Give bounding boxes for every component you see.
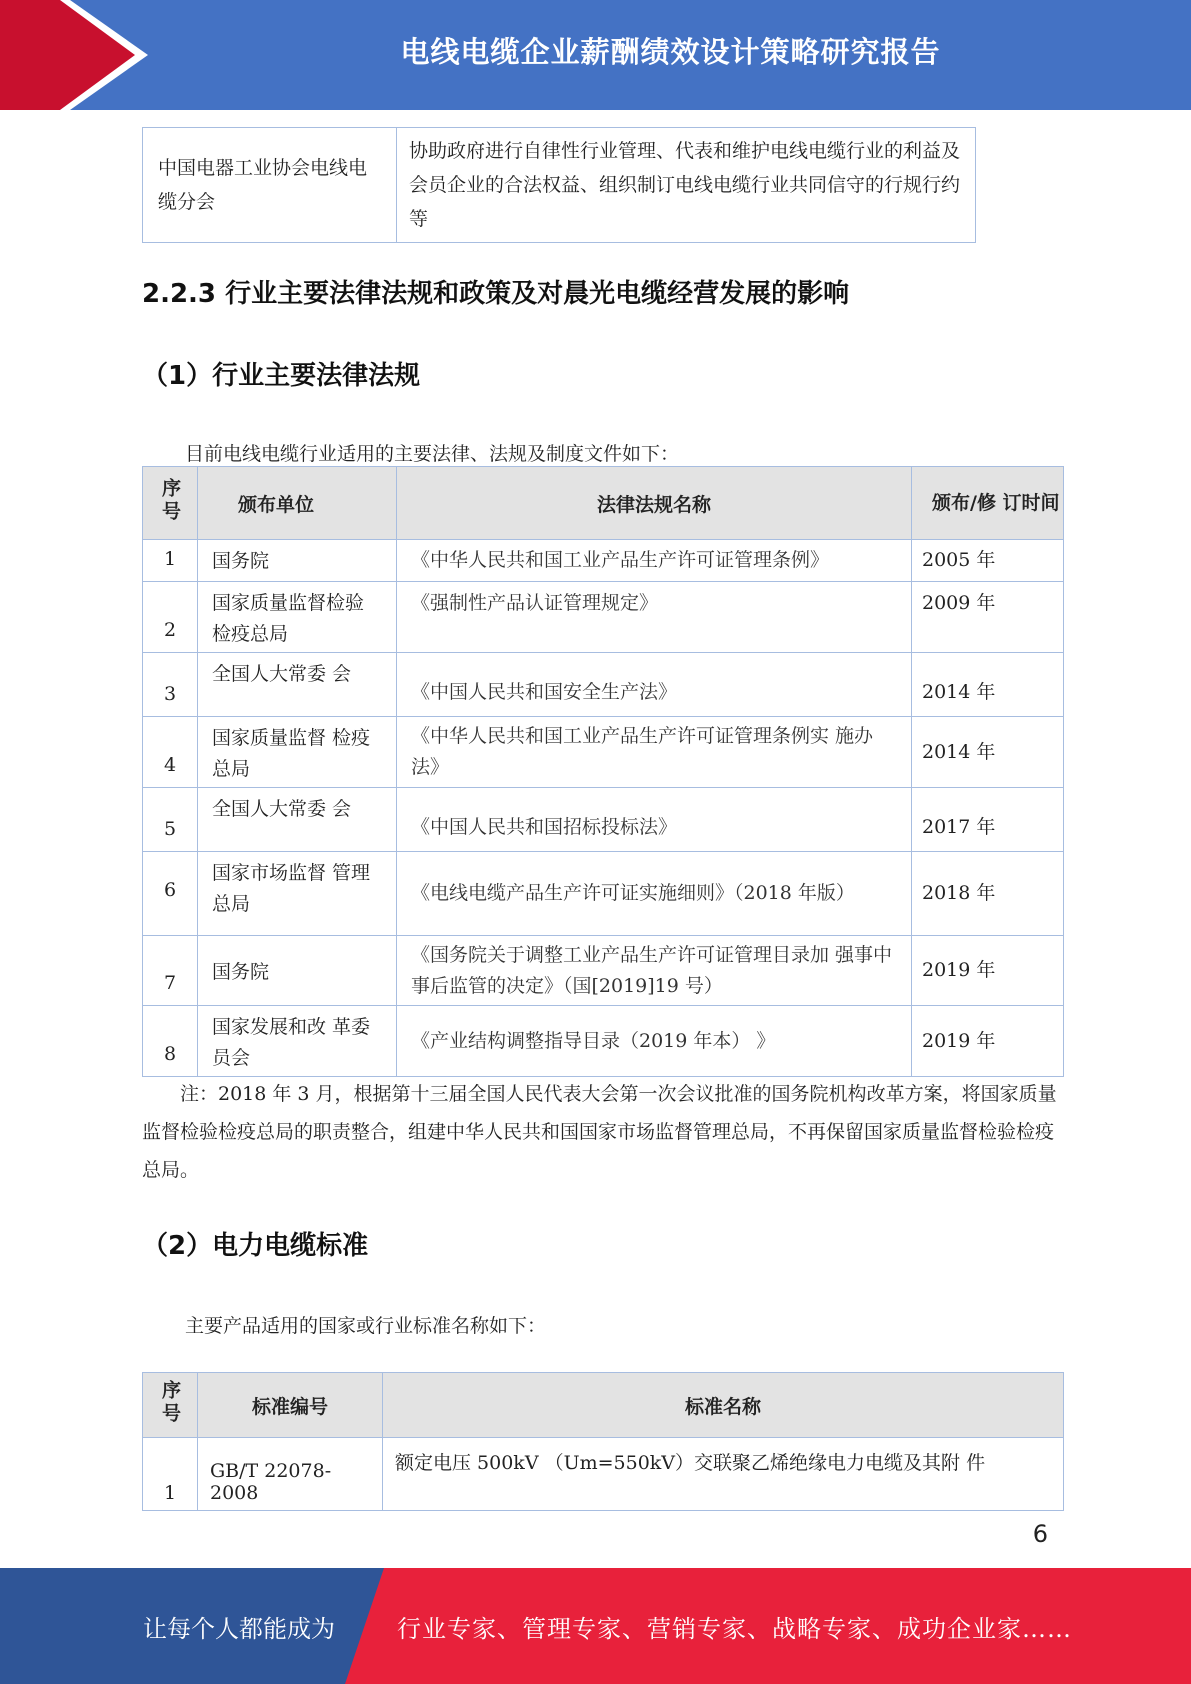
row-unit: 国家发展和改 革委员会: [198, 1006, 397, 1077]
footer-slogan-left: 让每个人都能成为: [143, 1614, 335, 1643]
row-unit: 国家质量监督 检疫总局: [198, 717, 397, 788]
row-law-name: 《产业结构调整指导目录（2019 年本） 》: [397, 1006, 912, 1077]
row-year: 2014 年: [912, 717, 1064, 788]
col-header-unit: 颁布单位: [198, 467, 397, 540]
org-table: [142, 127, 976, 243]
row-year: 2019 年: [912, 1006, 1064, 1077]
row-unit: 国家质量监督检验检疫总局: [198, 582, 397, 653]
row-num: 1: [143, 1438, 198, 1511]
table-row: [143, 936, 1064, 1006]
row-num: 7: [143, 936, 198, 1006]
row-law-name: 《中国人民共和国安全生产法》: [397, 653, 912, 717]
col-header-num: 序号: [143, 467, 198, 540]
row-law-name: 《中华人民共和国工业产品生产许可证管理条例》: [397, 540, 912, 582]
col-header-name: 法律法规名称: [397, 467, 912, 540]
row-num: 6: [143, 852, 198, 936]
row-law-name: 《国务院关于调整工业产品生产许可证管理目录加 强事中事后监管的决定》（国[2019]19 号）: [397, 936, 912, 1006]
table-row: [143, 540, 1064, 582]
header-arrow-decoration: [0, 0, 160, 110]
row-unit: 国务院: [198, 540, 397, 582]
col-header-code: 标准编号: [198, 1373, 383, 1438]
table-row: [143, 717, 1064, 788]
laws-intro: 目前电线电缆行业适用的主要法律、法规及制度文件如下：: [185, 443, 680, 465]
row-num: 8: [143, 1006, 198, 1077]
table-row: [143, 128, 976, 243]
row-year: 2019 年: [912, 936, 1064, 1006]
row-unit: 国家市场监督 管理总局: [198, 852, 397, 936]
row-law-name: 《强制性产品认证管理规定》: [397, 582, 912, 653]
law-table: [142, 466, 1064, 1077]
table-row: [143, 1006, 1064, 1077]
col-header-std-name: 标准名称: [383, 1373, 1064, 1438]
table-row: [143, 788, 1064, 852]
row-unit: 全国人大常委 会: [198, 788, 397, 852]
standards-intro: 主要产品适用的国家或行业标准名称如下：: [185, 1315, 547, 1337]
table-header-row: [143, 1373, 1064, 1438]
row-year: 2017 年: [912, 788, 1064, 852]
table-header-row: [143, 467, 1064, 540]
report-title: 电线电缆企业薪酬绩效设计策略研究报告: [400, 34, 941, 69]
row-year: 2005 年: [912, 540, 1064, 582]
row-year: 2009 年: [912, 582, 1064, 653]
page-footer: [0, 1568, 1191, 1684]
row-law-name: 《电线电缆产品生产许可证实施细则》（2018 年版）: [397, 852, 912, 936]
row-law-name: 《中国人民共和国招标投标法》: [397, 788, 912, 852]
row-law-name: 《中华人民共和国工业产品生产许可证管理条例实 施办法》: [397, 717, 912, 788]
org-role: 协助政府进行自律性行业管理、代表和维护电线电缆行业的利益及会员企业的合法权益、组织制订电线电缆行业共同信守的行规行约等: [397, 128, 976, 243]
row-num: 5: [143, 788, 198, 852]
page-header: [0, 0, 1191, 110]
section-heading: 2.2.3 行业主要法律法规和政策及对晨光电缆经营发展的影响: [142, 279, 850, 309]
row-year: 2014 年: [912, 653, 1064, 717]
row-unit: 国务院: [198, 936, 397, 1006]
row-unit: 全国人大常委 会: [198, 653, 397, 717]
col-header-year: 颁布/修 订时间: [912, 467, 1064, 540]
standards-table: [142, 1372, 1064, 1511]
table-row: [143, 1438, 1064, 1511]
row-num: 1: [143, 540, 198, 582]
note-paragraph: 注：2018 年 3 月，根据第十三届全国人民代表大会第一次会议批准的国务院机构改革方案，将国家质量监督检验检疫总局的职责整合，组建中华人民共和国国家市场监督管理总局，不再保留国家质量监督检验检疫总局。: [142, 1083, 1057, 1181]
table-row: [143, 852, 1064, 936]
footer-slogan-right: 行业专家、管理专家、营销专家、战略专家、成功企业家……: [397, 1614, 1072, 1643]
row-num: 2: [143, 582, 198, 653]
row-std-code: GB/T 22078-2008: [198, 1438, 383, 1511]
table-row: [143, 582, 1064, 653]
subsection-heading-standards: （2）电力电缆标准: [142, 1231, 369, 1261]
table-row: [143, 653, 1064, 717]
row-num: 3: [143, 653, 198, 717]
row-year: 2018 年: [912, 852, 1064, 936]
subsection-heading-laws: （1）行业主要法律法规: [142, 361, 421, 391]
col-header-num: 序号: [143, 1373, 198, 1438]
page-number: 6: [1032, 1520, 1048, 1548]
row-std-name: 额定电压 500kV （Um=550kV）交联聚乙烯绝缘电力电缆及其附 件: [383, 1438, 1064, 1511]
row-num: 4: [143, 717, 198, 788]
org-name: 中国电器工业协会电线电缆分会: [143, 128, 397, 243]
